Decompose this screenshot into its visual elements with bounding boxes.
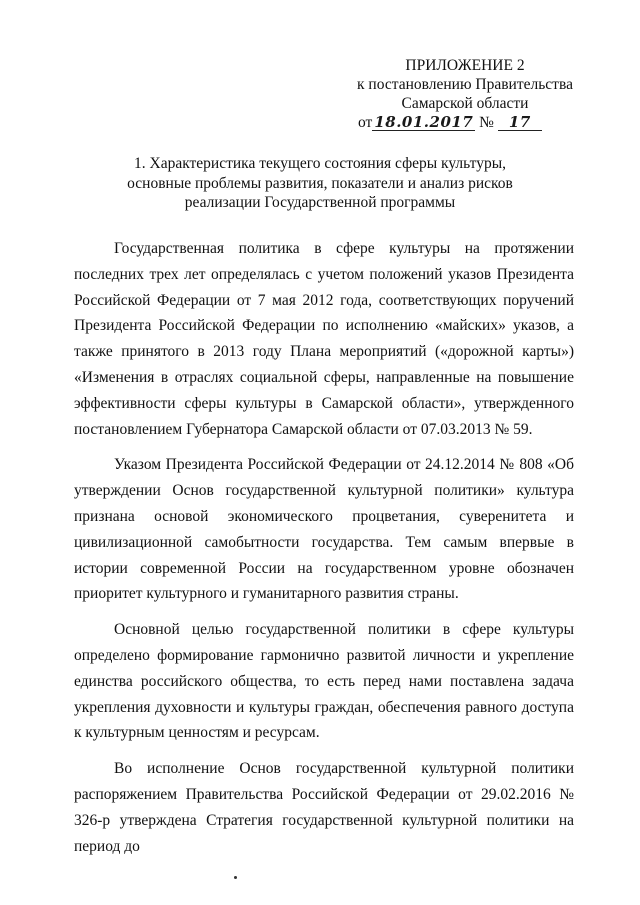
appendix-line-1: к постановлению Правительства: [357, 76, 573, 93]
paragraph-1: Государственная политика в сфере культуры на протяжении последних трех лет определялась с учетом положений указов Президента Российской Федерации от 7 мая 2012 года, соответствующих поручений Президента Российской Федерации по исполнению «майских» указов, а также принятого в 2013 году Плана мероприятий («дорожной карты») «Изменения в отраслях социальной сферы, направленные на повышение эффективности сферы культуры в Самарской области», утвержденного постановлением Губернатора Самарской области от 07.03.2013 № 59.: [74, 240, 574, 438]
section-title: [70, 154, 570, 213]
scan-speck: [234, 876, 237, 879]
body-text: [74, 236, 574, 869]
number-prefix: №: [479, 114, 494, 131]
paragraph-3: Основной целью государственной политики в сфере культуры определено формирование гармонично развитой личности и укрепление единства российского общества, то есть перед нами поставлена задача укрепления духовности и культуры граждан, обеспечения равного доступа к культурным ценностям и ресурсам.: [74, 621, 574, 742]
date-prefix: от: [358, 114, 373, 131]
handwritten-number: 17: [498, 114, 542, 131]
section-title-line-3: реализации Государственной программы: [184, 194, 456, 211]
paragraph-2: Указом Президента Российской Федерации от 24.12.2014 № 808 «Об утверждении Основ государственной культурной политики» культура признана основой экономического процветания, суверенитета и цивилизационной самобытности государства. Тем самым впервые в истории современной России на государственном уровне обозначен приоритет культурного и гуманитарного развития страны.: [74, 456, 574, 603]
handwritten-date: 18.01.2017: [374, 113, 474, 131]
section-title-line-1: 1. Характеристика текущего состояния сферы культуры,: [134, 155, 506, 172]
paragraph-4: Во исполнение Основ государственной культурной политики распоряжением Правительства Российской Федерации от 29.02.2016 № 326-р утверждена Стратегия государственной культурной политики на период до: [74, 760, 574, 855]
appendix-line-2: Самарской области: [401, 95, 529, 112]
appendix-date-number-line: [330, 113, 600, 132]
appendix-title: ПРИЛОЖЕНИЕ 2: [405, 57, 525, 74]
section-title-line-2: основные проблемы развития, показатели и анализ рисков: [127, 174, 513, 192]
appendix-header: [330, 56, 600, 132]
